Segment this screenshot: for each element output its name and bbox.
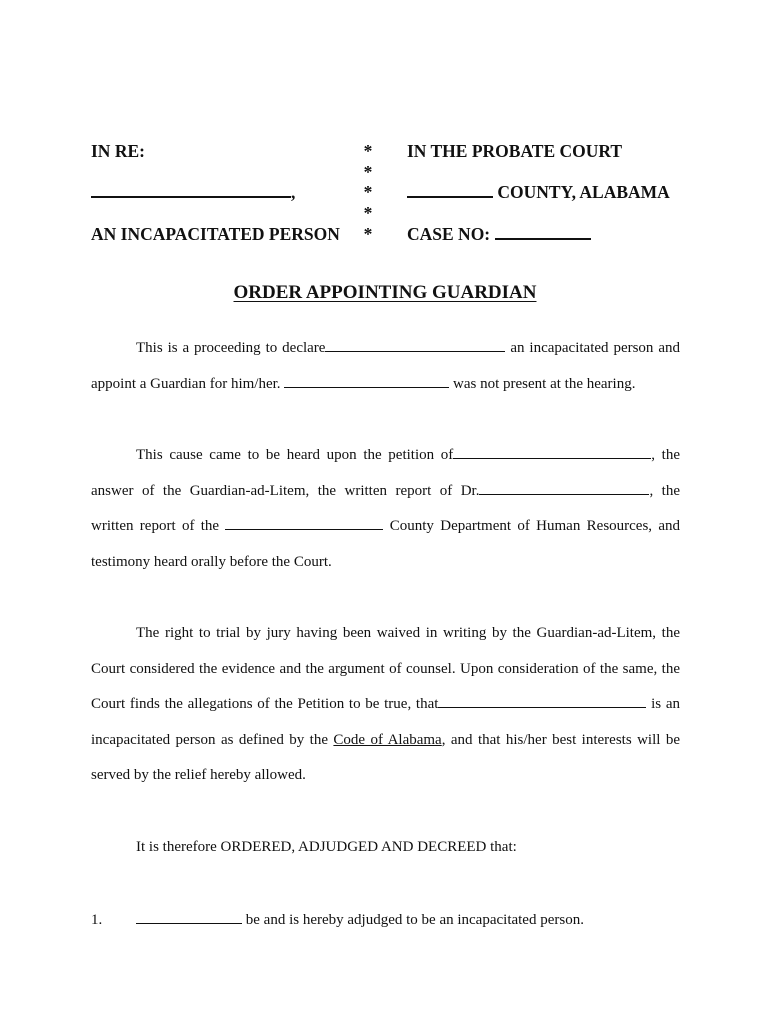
text-segment: , and that his/her best interests will be <box>441 731 680 748</box>
blank-line <box>136 922 242 924</box>
text-segment: an incapacitated person and <box>510 340 680 356</box>
blank-line <box>284 386 449 388</box>
text-line <box>91 443 680 479</box>
text-segment: answer of the Guardian-ad-Litem, the written report of Dr. <box>91 482 480 499</box>
blank-line <box>225 528 383 530</box>
text-segment: , the <box>651 447 681 463</box>
text-line <box>91 372 680 408</box>
caption-star: * <box>363 224 373 244</box>
incapacitated-person-label: AN INCAPACITATED PERSON <box>91 224 340 244</box>
text-line <box>91 479 680 515</box>
respondent-name-blank <box>91 182 295 203</box>
blank-line <box>453 457 651 459</box>
name-comma: , <box>291 182 296 202</box>
text-line: The right to trial by jury having been waived in writing by the Guardian-ad-Litem, the <box>136 625 680 641</box>
court-name: IN THE PROBATE COURT <box>407 141 623 161</box>
text-line: Court considered the evidence and the argument of counsel. Upon consideration of the same, the <box>91 660 680 677</box>
caption-star: * <box>363 182 373 202</box>
county-label: COUNTY, ALABAMA <box>497 182 670 202</box>
case-number-line <box>407 224 591 245</box>
text-segment: County Department of Human Resources, and <box>389 518 681 535</box>
text-line <box>91 728 680 764</box>
text-segment: was not present at the hearing. <box>453 375 636 392</box>
caption-star: * <box>363 162 373 182</box>
text-segment: incapacitated person as defined by the <box>91 731 328 748</box>
text-segment: Court finds the allegations of the Petition to be true, that <box>91 696 439 713</box>
blank-line <box>479 493 649 495</box>
county-blank-line <box>407 195 493 198</box>
paragraph-cause-heard <box>91 443 680 585</box>
code-of-alabama-reference: Code of Alabama <box>333 731 442 748</box>
text-segment: , the <box>649 482 680 499</box>
text-line: served by the relief hereby allowed. <box>91 767 306 784</box>
text-segment: This is a proceeding to declare <box>136 340 326 356</box>
caption-star: * <box>363 203 373 223</box>
text-segment: This cause came to be heard upon the petition of <box>136 447 454 463</box>
paragraph-ordered <box>91 835 680 871</box>
text-line <box>91 692 680 728</box>
name-blank-line <box>91 195 291 198</box>
paragraph-findings <box>91 621 680 799</box>
text-segment: be and is hereby adjudged to be an incapacitated person. <box>245 912 584 928</box>
case-no-blank-line <box>495 237 591 240</box>
text-line <box>91 336 680 372</box>
item-number: 1. <box>91 912 103 928</box>
text-line <box>91 514 680 550</box>
text-segment: appoint a Guardian for him/her. <box>91 375 281 392</box>
text-line: It is therefore ORDERED, ADJUDGED AND DECREED that: <box>136 839 517 855</box>
blank-line <box>438 706 646 708</box>
county-line <box>407 182 670 203</box>
paragraph-proceeding <box>91 336 680 407</box>
blank-line <box>325 350 505 352</box>
text-segment: is an <box>651 696 681 713</box>
caption-star: * <box>363 141 373 161</box>
text-line: testimony heard orally before the Court. <box>91 553 332 570</box>
text-segment: written report of the <box>91 518 220 535</box>
numbered-item <box>136 908 584 932</box>
case-no-label: CASE NO: <box>407 224 491 244</box>
in-re-label: IN RE: <box>91 141 145 161</box>
document-title: ORDER APPOINTING GUARDIAN <box>233 282 537 303</box>
